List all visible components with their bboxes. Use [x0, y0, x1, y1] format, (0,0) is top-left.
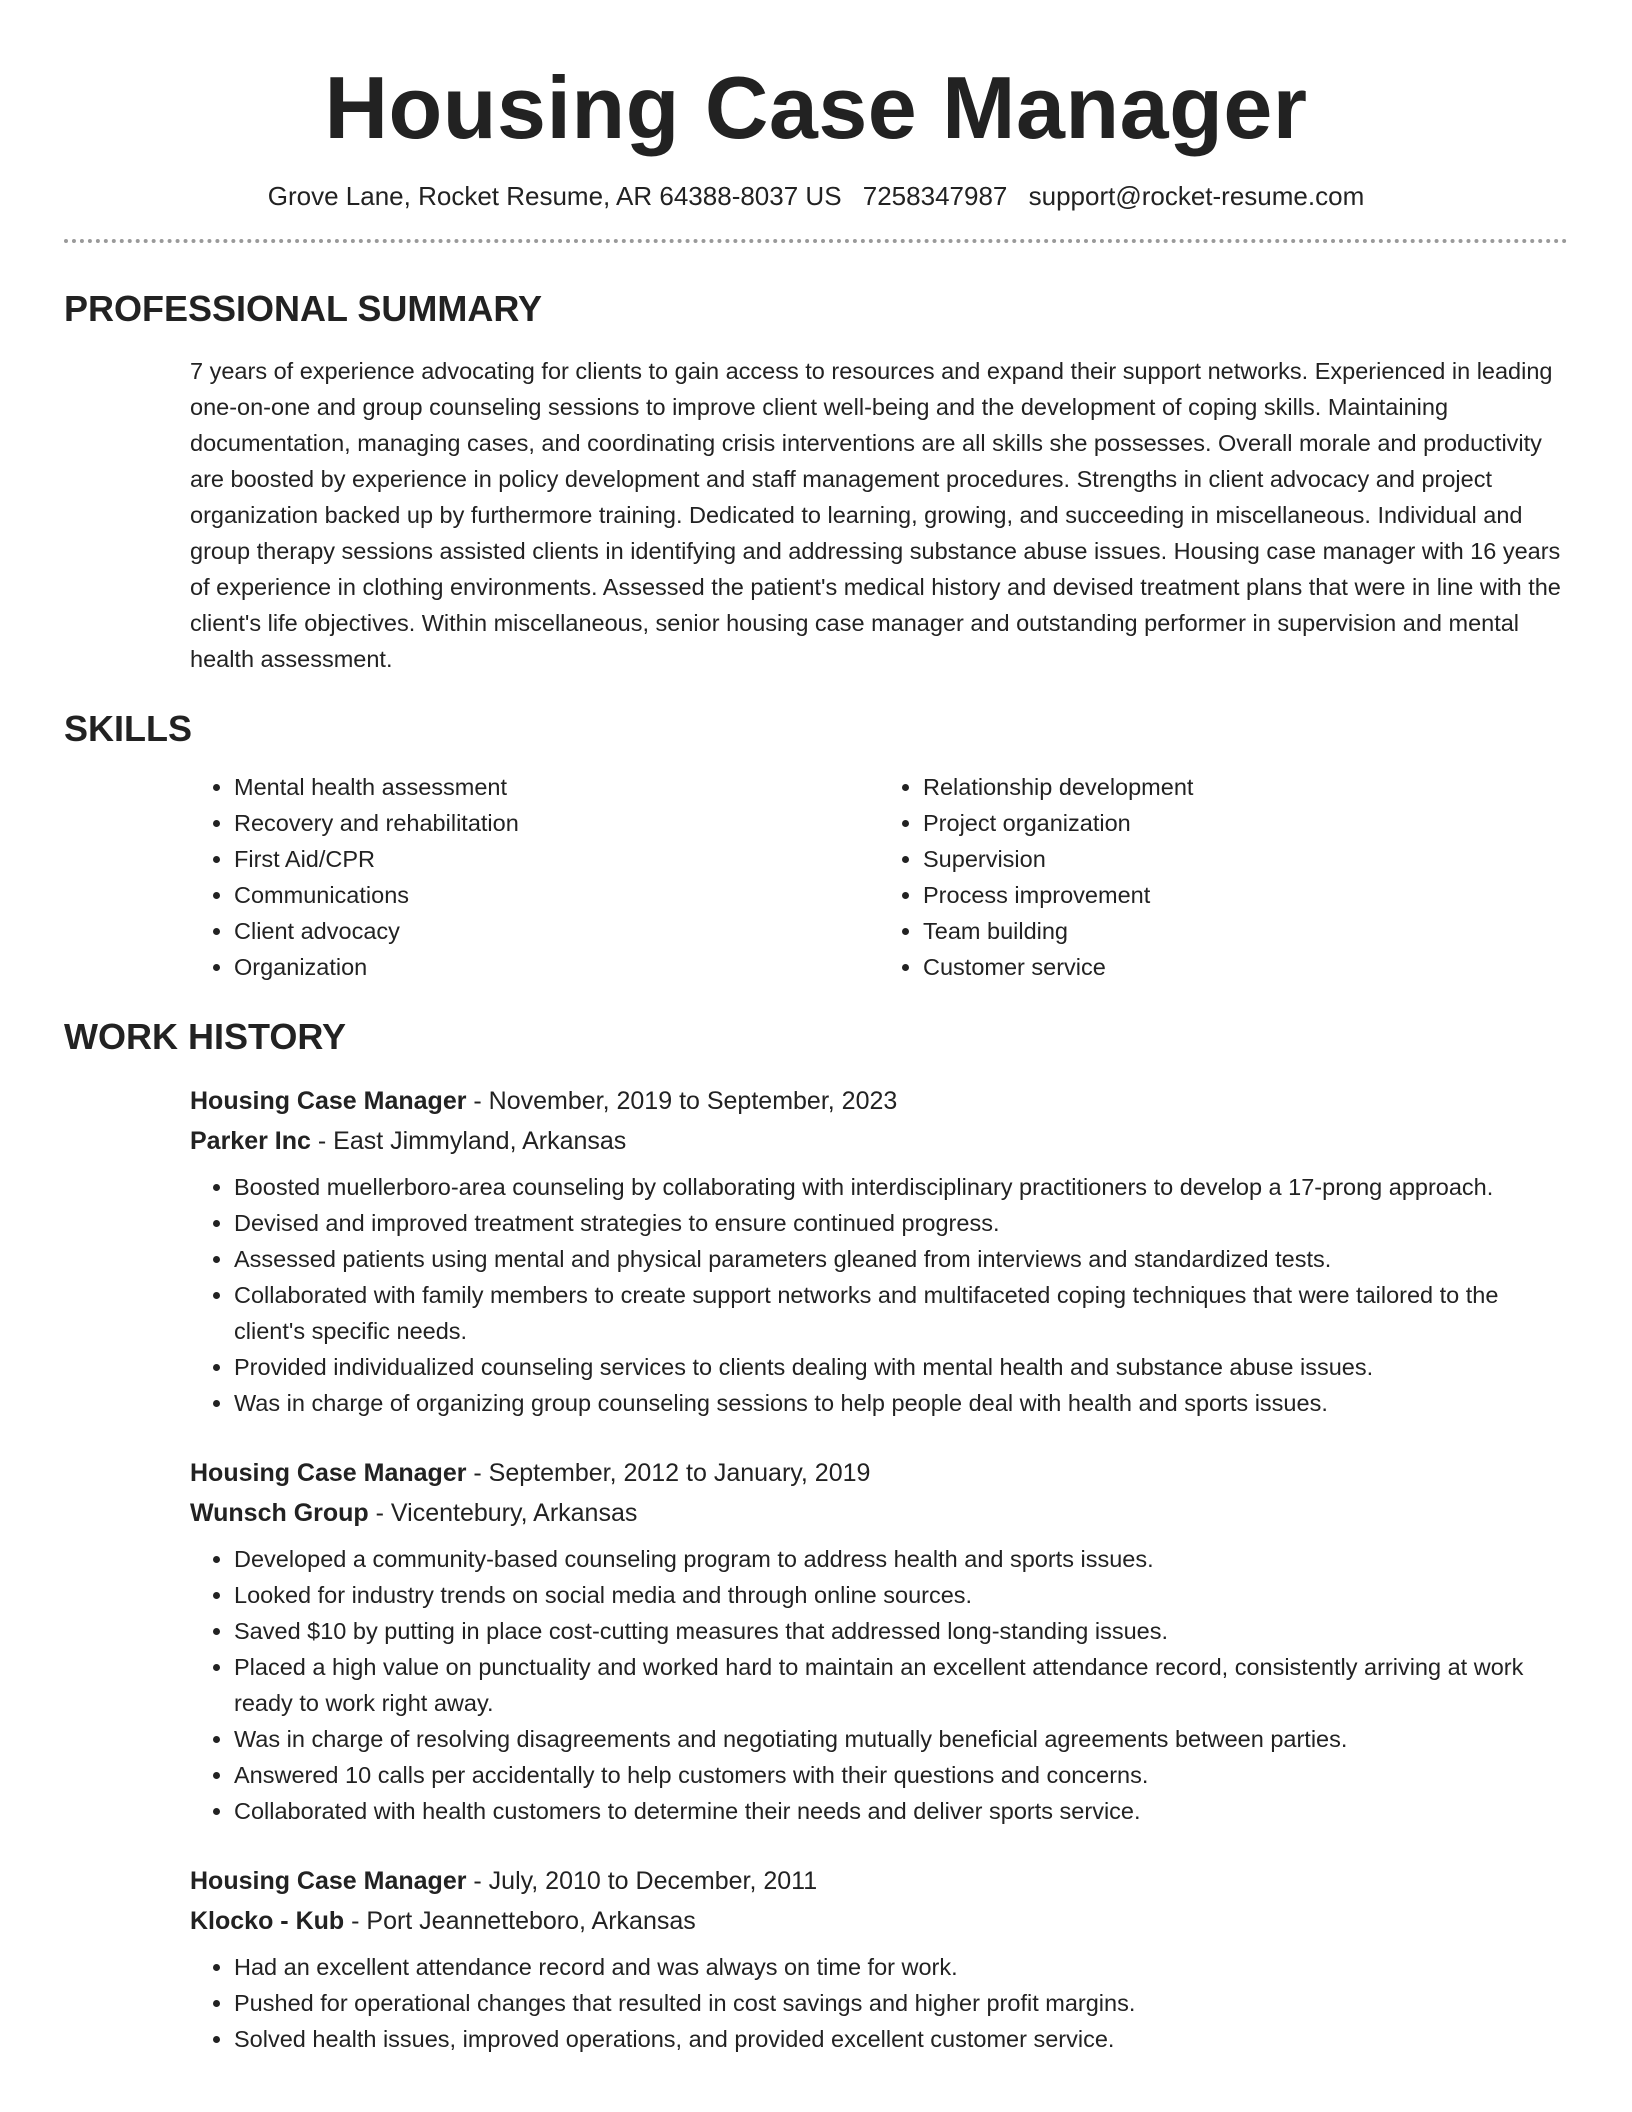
job-title-line: [190, 1861, 1568, 1901]
work-history-heading: WORK HISTORY: [64, 1016, 347, 1057]
job-bullet: • Collaborated with family members to create support networks and multifaceted coping techniques that were tailored to the client's specific needs.: [234, 1277, 1568, 1349]
contact-phone: 7258347987: [862, 181, 1008, 211]
job-bullet: • Devised and improved treatment strategies to ensure continued progress.: [234, 1205, 1568, 1241]
job-location: - Vicentebury, Arkansas: [368, 1499, 638, 1527]
skill-item: • Project organization: [923, 805, 1568, 841]
job-bullet: • Pushed for operational changes that resulted in cost savings and higher profit margins.: [234, 1985, 1568, 2021]
job-dates: - September, 2012 to January, 2019: [466, 1459, 871, 1487]
job-role: Housing Case Manager: [190, 1087, 467, 1115]
skill-item: • Process improvement: [923, 877, 1568, 913]
job-bullet: • Assessed patients using mental and physical parameters gleaned from interviews and standardized tests.: [234, 1241, 1568, 1277]
resume-page: [64, 0, 1568, 2057]
job-entry: [190, 1453, 1568, 1829]
skills-grid: [190, 769, 1568, 985]
job-bullet: • Was in charge of organizing group counseling sessions to help people deal with health and sports issues.: [234, 1385, 1568, 1421]
skill-item: • Supervision: [923, 841, 1568, 877]
job-company: Klocko - Kub: [190, 1907, 345, 1935]
job-bullet: • Saved $10 by putting in place cost-cutting measures that addressed long-standing issues.: [234, 1613, 1568, 1649]
job-company: Parker Inc: [190, 1127, 311, 1155]
job-company-line: [190, 1121, 1568, 1161]
job-company-line: [190, 1493, 1568, 1533]
skill-item: • Relationship development: [923, 769, 1568, 805]
contact-address: Grove Lane, Rocket Resume, AR 64388-8037 US: [267, 181, 842, 211]
job-title-line: [190, 1081, 1568, 1121]
job-bullet: • Solved health issues, improved operations, and provided excellent customer service.: [234, 2021, 1568, 2057]
skill-item: • Recovery and rehabilitation: [234, 805, 879, 841]
job-bullet: • Developed a community-based counseling program to address health and sports issues.: [234, 1541, 1568, 1577]
skills-right-column: [879, 769, 1568, 985]
job-company-line: [190, 1901, 1568, 1941]
skill-item: • Mental health assessment: [234, 769, 879, 805]
skills-left-column: [190, 769, 879, 985]
job-bullet: • Boosted muellerboro-area counseling by collaborating with interdisciplinary practitioners to develop a 17-prong approach.: [234, 1169, 1568, 1205]
job-bullets: [190, 1169, 1568, 1421]
skill-item: • Customer service: [923, 949, 1568, 985]
job-bullet: • Was in charge of resolving disagreements and negotiating mutually beneficial agreements between parties.: [234, 1721, 1568, 1757]
skill-item: • Organization: [234, 949, 879, 985]
summary-text: 7 years of experience advocating for clients to gain access to resources and expand their support networks. Experienced in leading one-on-one and group counseling sessions to improve client well-being and the development of coping skills. Maintaining documentation, managing cases, and coordinating crisis interventions are all skills she possesses. Overall morale and productivity are boosted by experience in policy development and staff management procedures. Strengths in client advocacy and project organization backed up by furthermore training. Dedicated to learning, growing, and succeeding in miscellaneous. Individual and group therapy sessions assisted clients in identifying and addressing substance abuse issues. Housing case manager with 16 years of experience in clothing environments. Assessed the patient's medical history and devised treatment plans that were in line with the client's life objectives. Within miscellaneous, senior housing case manager and outstanding performer in supervision and mental health assessment.: [190, 358, 1561, 672]
job-role: Housing Case Manager: [190, 1867, 467, 1895]
job-title-line: [190, 1453, 1568, 1493]
resume-name: Housing Case Manager: [324, 58, 1308, 157]
job-bullet: • Collaborated with health customers to determine their needs and deliver sports service.: [234, 1793, 1568, 1829]
job-entry: [190, 1081, 1568, 1421]
job-bullet: • Placed a high value on punctuality and worked hard to maintain an excellent attendance record, consistently arriving at work ready to work right away.: [234, 1649, 1568, 1721]
skill-item: • First Aid/CPR: [234, 841, 879, 877]
skills-heading: SKILLS: [64, 708, 193, 749]
summary-heading: PROFESSIONAL SUMMARY: [64, 288, 543, 329]
skill-item: • Client advocacy: [234, 913, 879, 949]
job-role: Housing Case Manager: [190, 1459, 467, 1487]
header-divider: [64, 239, 1568, 243]
job-entry: [190, 1861, 1568, 2057]
contact-line: [64, 180, 1568, 212]
job-location: - East Jimmyland, Arkansas: [310, 1127, 627, 1155]
job-bullet: • Had an excellent attendance record and was always on time for work.: [234, 1949, 1568, 1985]
skill-item: • Team building: [923, 913, 1568, 949]
job-bullet: • Provided individualized counseling services to clients dealing with mental health and substance abuse issues.: [234, 1349, 1568, 1385]
contact-email: support@rocket-resume.com: [1028, 181, 1365, 211]
job-dates: - July, 2010 to December, 2011: [466, 1867, 818, 1895]
job-location: - Port Jeannetteboro, Arkansas: [344, 1907, 696, 1935]
skill-item: • Communications: [234, 877, 879, 913]
job-bullets: [190, 1949, 1568, 2057]
job-bullet: • Looked for industry trends on social media and through online sources.: [234, 1577, 1568, 1613]
job-bullets: [190, 1541, 1568, 1829]
job-dates: - November, 2019 to September, 2023: [466, 1087, 898, 1115]
job-company: Wunsch Group: [190, 1499, 369, 1527]
job-bullet: • Answered 10 calls per accidentally to help customers with their questions and concerns.: [234, 1757, 1568, 1793]
